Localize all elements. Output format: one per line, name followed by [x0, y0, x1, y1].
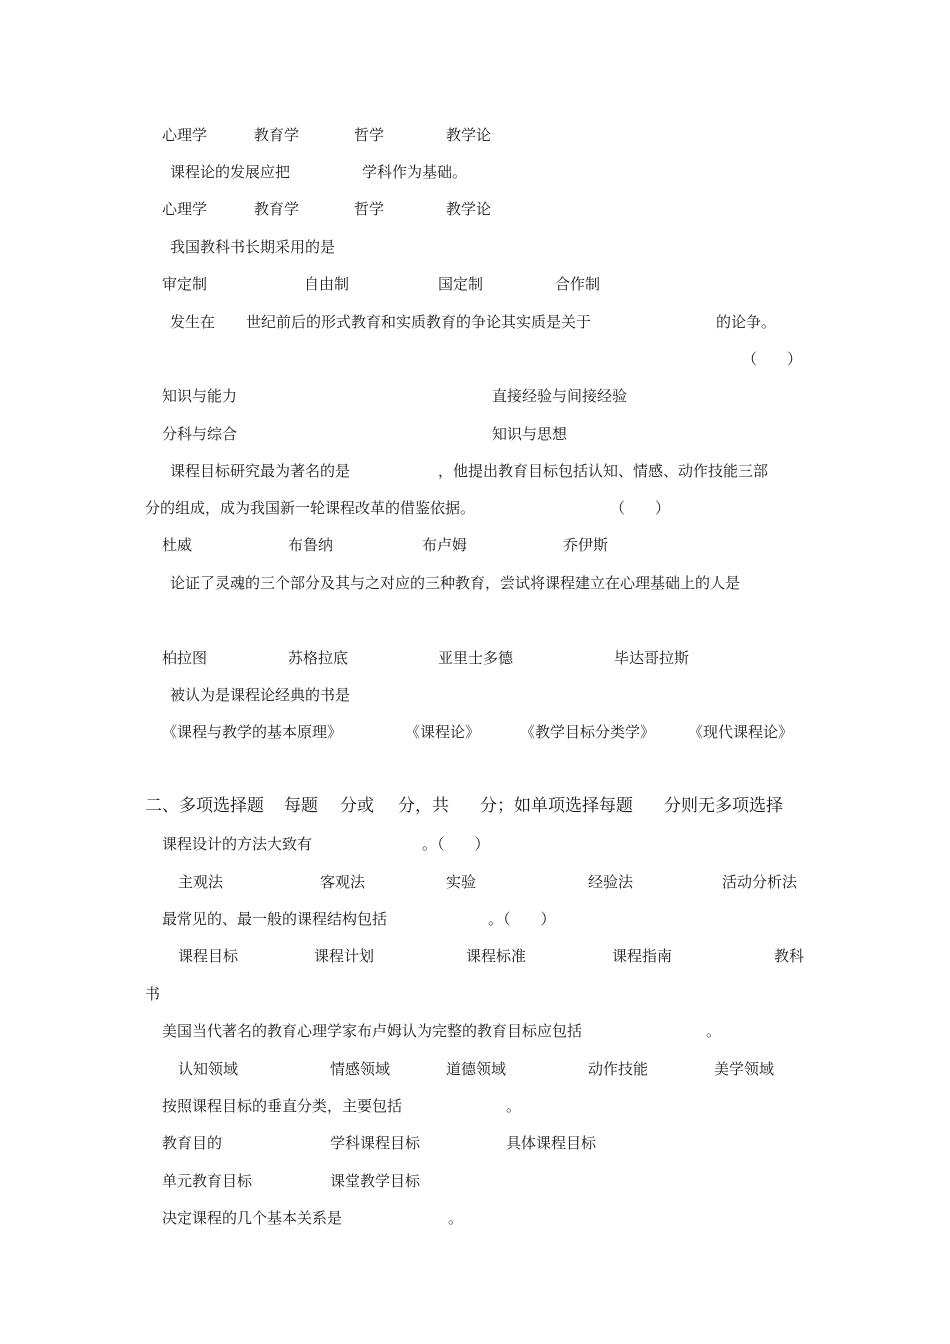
answer-option: 客观法 — [320, 873, 366, 891]
question-text: 课程目标研究最为著名的是 — [170, 462, 351, 480]
answer-option: 活动分析法 — [722, 873, 798, 891]
question-text: 。（ ） — [488, 910, 556, 928]
answer-option: 教学论 — [446, 200, 492, 218]
question-text: （ ） — [610, 499, 671, 517]
answer-option: 课程标准 — [466, 947, 527, 965]
section-heading: 分则无多项选择 — [664, 796, 783, 816]
answer-option: 亚里士多德 — [438, 649, 514, 667]
question-text: 。 — [506, 1097, 522, 1115]
answer-option: 教科 — [774, 947, 805, 965]
answer-option: 心理学 — [162, 200, 208, 218]
question-text: 。 — [448, 1209, 464, 1227]
question-text: 课程设计的方法大致有 — [162, 835, 313, 853]
answer-option: 毕达哥拉斯 — [614, 649, 690, 667]
answer-option: 知识与能力 — [162, 387, 238, 405]
question-text: 分的组成，成为我国新一轮课程改革的借鉴依据。 — [145, 499, 476, 517]
question-text: 被认为是课程论经典的书是 — [170, 686, 351, 704]
answer-option: 心理学 — [162, 126, 208, 144]
section-heading: 分；如单项选择每题 — [480, 796, 633, 816]
answer-option: 哲学 — [354, 200, 385, 218]
question-text: （ ） — [742, 350, 803, 368]
answer-option: 课程指南 — [612, 947, 673, 965]
question-text: 。（ ） — [422, 835, 490, 853]
question-text: 课程论的发展应把 — [170, 163, 291, 181]
answer-option: 道德领域 — [446, 1060, 507, 1078]
answer-option: 教育目的 — [162, 1134, 223, 1152]
answer-option: 苏格拉底 — [288, 649, 349, 667]
answer-option: 书 — [145, 985, 161, 1003]
answer-option: 动作技能 — [588, 1060, 649, 1078]
answer-option: 哲学 — [354, 126, 385, 144]
answer-option: 单元教育目标 — [162, 1172, 253, 1190]
answer-option: 教育学 — [254, 126, 300, 144]
section-heading: 二、多项选择题 — [145, 796, 264, 816]
answer-option: 课程目标 — [178, 947, 239, 965]
answer-option: 美学领域 — [714, 1060, 775, 1078]
question-text: 。 — [706, 1022, 722, 1040]
answer-option: 乔伊斯 — [563, 536, 609, 554]
question-text: 的论争。 — [716, 313, 777, 331]
answer-option: 课堂教学目标 — [330, 1172, 421, 1190]
question-text: 按照课程目标的垂直分类，主要包括 — [162, 1097, 403, 1115]
answer-option: 情感领域 — [330, 1060, 391, 1078]
answer-option: 教学论 — [446, 126, 492, 144]
answer-option: 合作制 — [555, 275, 601, 293]
question-text: 决定课程的几个基本关系是 — [162, 1209, 343, 1227]
question-text: 论证了灵魂的三个部分及其与之对应的三种教育，尝试将课程建立在心理基础上的人是 — [170, 574, 741, 592]
answer-option: 自由制 — [304, 275, 350, 293]
answer-option: 学科课程目标 — [330, 1134, 421, 1152]
answer-option: 国定制 — [438, 275, 484, 293]
answer-option: 杜威 — [162, 536, 193, 554]
answer-option: 布卢姆 — [422, 536, 468, 554]
question-text: ，他提出教育目标包括认知、情感、动作技能三部 — [438, 462, 769, 480]
answer-option: 经验法 — [588, 873, 634, 891]
answer-option: 分科与综合 — [162, 425, 238, 443]
question-text: 最常见的、最一般的课程结构包括 — [162, 910, 388, 928]
section-heading: 分，共 — [398, 796, 449, 816]
answer-option: 认知领域 — [178, 1060, 239, 1078]
answer-option: 《教学目标分类学》 — [520, 723, 656, 741]
answer-option: 《课程与教学的基本原理》 — [162, 723, 343, 741]
answer-option: 课程计划 — [314, 947, 375, 965]
answer-option: 主观法 — [178, 873, 224, 891]
section-heading: 分或 — [340, 796, 374, 816]
question-text: 我国教科书长期采用的是 — [170, 238, 336, 256]
answer-option: 布鲁纳 — [288, 536, 334, 554]
answer-option: 知识与思想 — [492, 425, 568, 443]
answer-option: 柏拉图 — [162, 649, 208, 667]
answer-option: 实验 — [446, 873, 477, 891]
question-text: 世纪前后的形式教育和实质教育的争论其实质是关于 — [246, 313, 592, 331]
answer-option: 《课程论》 — [405, 723, 481, 741]
answer-option: 直接经验与间接经验 — [492, 387, 628, 405]
section-heading: 每题 — [284, 796, 318, 816]
answer-option: 具体课程目标 — [506, 1134, 597, 1152]
question-text: 发生在 — [170, 313, 216, 331]
answer-option: 审定制 — [162, 275, 208, 293]
question-text: 学科作为基础。 — [362, 163, 468, 181]
question-text: 美国当代著名的教育心理学家布卢姆认为完整的教育目标应包括 — [162, 1022, 583, 1040]
answer-option: 教育学 — [254, 200, 300, 218]
answer-option: 《现代课程论》 — [688, 723, 794, 741]
